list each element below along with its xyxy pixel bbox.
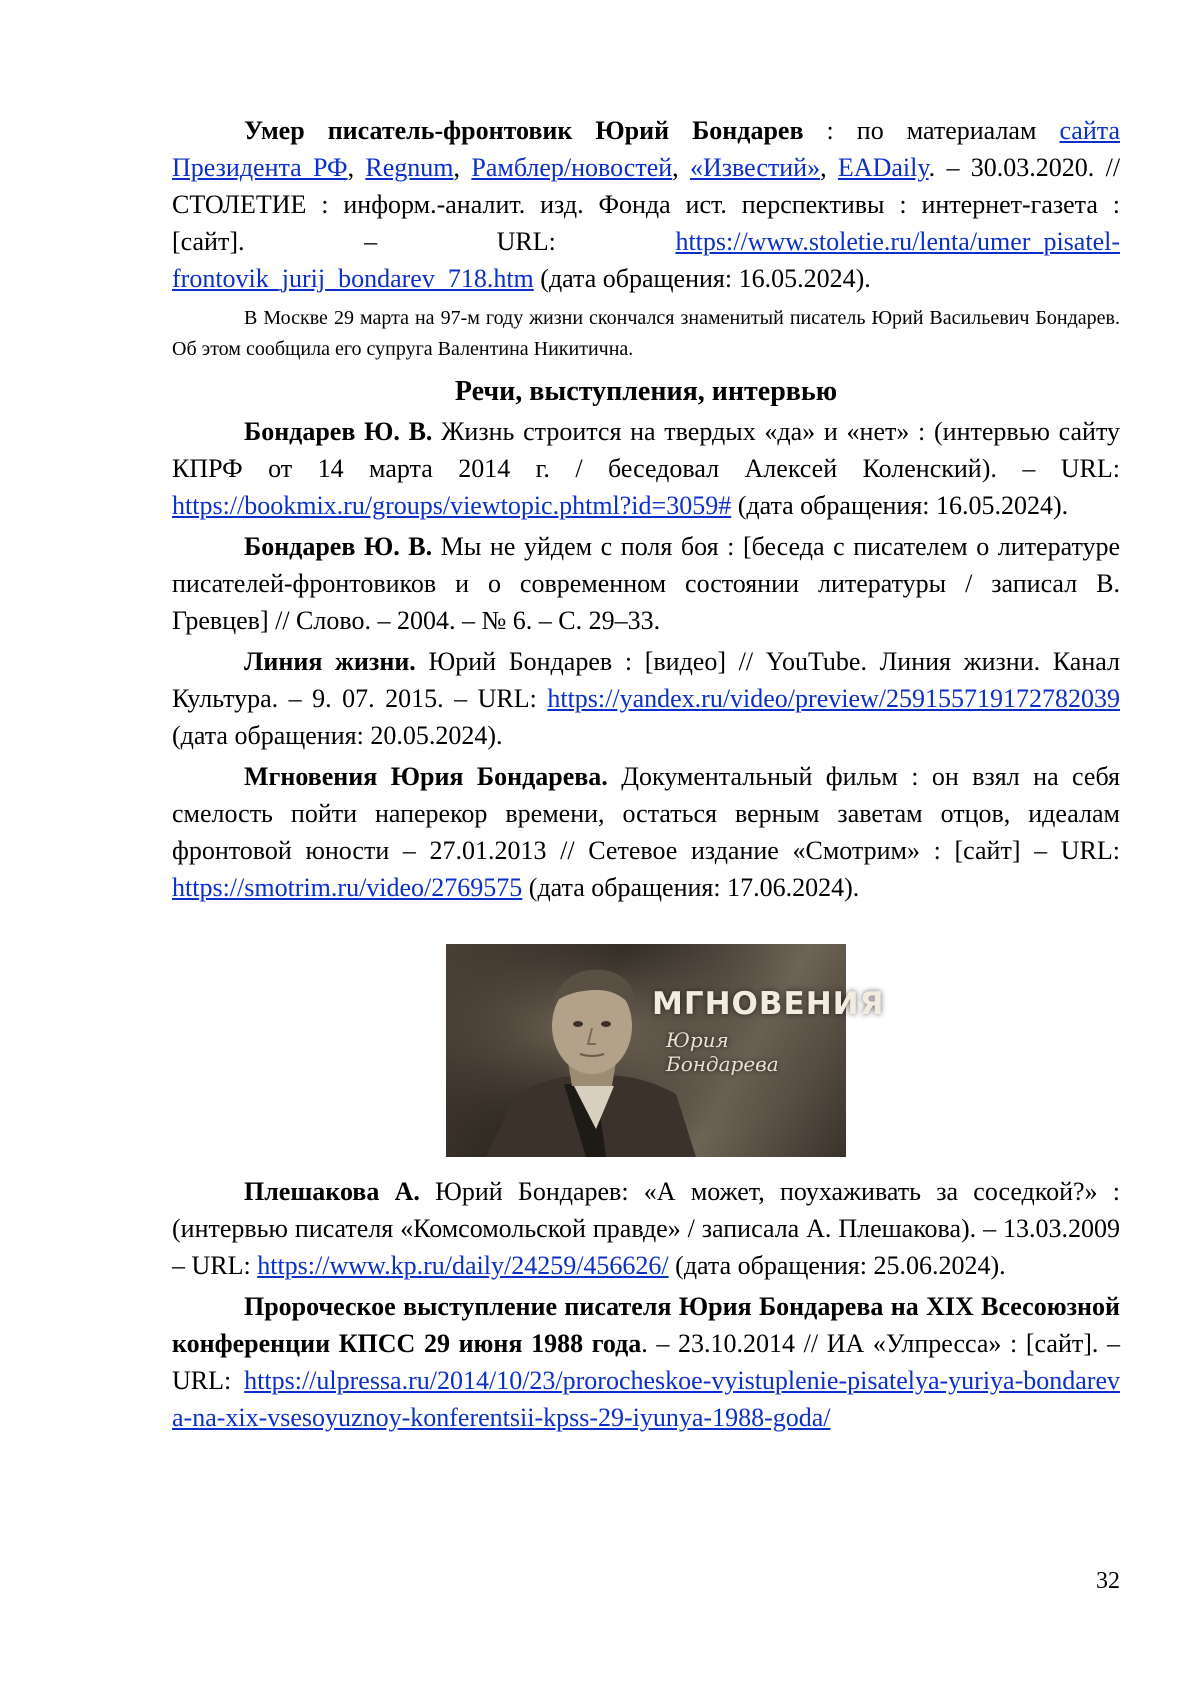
url-link[interactable]: https://bookmix.ru/groups/viewtopic.phtml?id=3059# xyxy=(172,491,732,520)
entry-text: (дата обращения: 16.05.2024). xyxy=(533,264,871,293)
link-president-site[interactable]: сайта Президента РФ xyxy=(172,116,1120,182)
bib-entry-2 xyxy=(172,413,1120,524)
entry-text: Мы не уйдем с поля боя : [беседа с писателем о литературе писателей-фронтовиков и о современном состоянии литературы / записал В. Гревцев] // Слово. – 2004. – № 6. – С. 29–33. xyxy=(172,532,1121,635)
entry-title: Умер писатель-фронтовик Юрий Бондарев xyxy=(244,116,804,145)
link-izvestia[interactable]: «Известий» xyxy=(689,153,821,182)
entry-title: Мгновения Юрия Бондарева. xyxy=(244,762,608,791)
link-regnum[interactable]: Regnum xyxy=(365,153,454,182)
entry-text: Юрий Бондарев : [видео] // YouTube. Линия жизни. Канал Культура. – 9. 07. 2015. – URL: xyxy=(172,647,1121,713)
entry-text: (дата обращения: 17.06.2024). xyxy=(522,873,860,902)
link-rambler[interactable]: Рамблер/новостей xyxy=(471,153,673,182)
url-link[interactable]: https://smotrim.ru/video/2769575 xyxy=(172,873,523,902)
entry-text: . – 23.10.2014 // ИА «Улпресса» : [сайт]. – URL: xyxy=(172,1329,1121,1395)
section-heading: Речи, выступления, интервью xyxy=(454,376,838,407)
document-page xyxy=(172,112,1120,1436)
bib-entry-4 xyxy=(172,643,1120,754)
entry-text: : по материалам xyxy=(803,116,1060,145)
url-link[interactable]: https://www.stoletie.ru/lenta/umer_pisatel-frontovik_jurij_bondarev_718.htm xyxy=(172,227,1120,293)
link-eadaily[interactable]: EADaily xyxy=(837,153,929,182)
entry-author: Плешакова А. xyxy=(244,1177,420,1206)
entry-text: Жизнь строится на твердых «да» и «нет» : (интервью сайту КПРФ от 14 марта 2014 г. / беседовал Алексей Коленский). – URL: xyxy=(172,417,1120,483)
bib-entry-1: Умер писатель-фронтовик Юрий Бондарев : по материалам сайта Президента РФ, Regnum, Рамблер/новостей, «Известий», EADaily. – 30.03.2020. // СТОЛЕТИЕ : информ.-аналит. изд. Фонда ист. перспективы : интернет-газета : [сайт]. – URL: https://www.stoletie.ru/lenta/umer_pisatel-frontovik_jurij_bondarev_718.htm (дата обращения: 16.05.2024). xyxy=(172,116,1121,293)
page-number: 32 xyxy=(1096,1568,1120,1594)
url-link[interactable]: https://ulpressa.ru/2014/10/23/prorocheskoe-vyistuplenie-pisatelya-yuriya-bondareva-na-xix-vsesoyuznoy-konferentsii-kpss-29-iyunya-1988-goda/ xyxy=(172,1366,1120,1432)
film-poster-image xyxy=(446,944,885,1157)
entry-author: Бондарев Ю. В. xyxy=(244,532,433,561)
entry-text: Документальный фильм : он взял на себя смелость пойти наперекор времени, остаться верным заветам отцов, идеалам фронтовой юности – 27.01.2013 // Сетевое издание «Смотрим» : [сайт] – URL: xyxy=(172,762,1120,865)
entry-text: Юрий Бондарев: «А может, поухаживать за соседкой?» : (интервью писателя «Комсомольской правде» / записала А. Плешакова). – 13.03.2009 – URL: xyxy=(172,1177,1120,1280)
url-link[interactable]: https://yandex.ru/video/preview/259155719172782039 xyxy=(547,684,1120,713)
entry-text: (дата обращения: 25.06.2024). xyxy=(668,1251,1006,1280)
bib-entry-3 xyxy=(172,528,1120,639)
entry-author: Бондарев Ю. В. xyxy=(244,417,433,446)
poster-subtitle: Юрия Бондарева xyxy=(666,1028,779,1076)
entry-title: Пророческое выступление писателя Юрия Бондарева на XIX Всесоюзной конференции КПСС 29 июня 1988 года xyxy=(172,1292,1120,1358)
entry-text: (дата обращения: 20.05.2024). xyxy=(172,721,503,750)
bib-entry-6 xyxy=(172,1173,1120,1284)
url-link[interactable]: https://www.kp.ru/daily/24259/456626/ xyxy=(257,1251,669,1280)
bib-entry-7 xyxy=(172,1288,1120,1436)
entry-text: . – 30.03.2020. // СТОЛЕТИЕ : информ.-аналит. изд. Фонда ист. перспективы : интернет-газета : [сайт]. – URL: xyxy=(172,153,1121,256)
annotation: В Москве 29 марта на 97-м году жизни скончался знаменитый писатель Юрий Васильевич Бондарев. Об этом сообщила его супруга Валентина Никитична. xyxy=(172,307,1120,360)
bib-entry-5 xyxy=(172,758,1120,906)
poster-title: МГНОВЕНИЯ xyxy=(652,986,885,1022)
entry-text: (дата обращения: 16.05.2024). xyxy=(731,491,1069,520)
entry-title: Линия жизни. xyxy=(244,647,416,676)
